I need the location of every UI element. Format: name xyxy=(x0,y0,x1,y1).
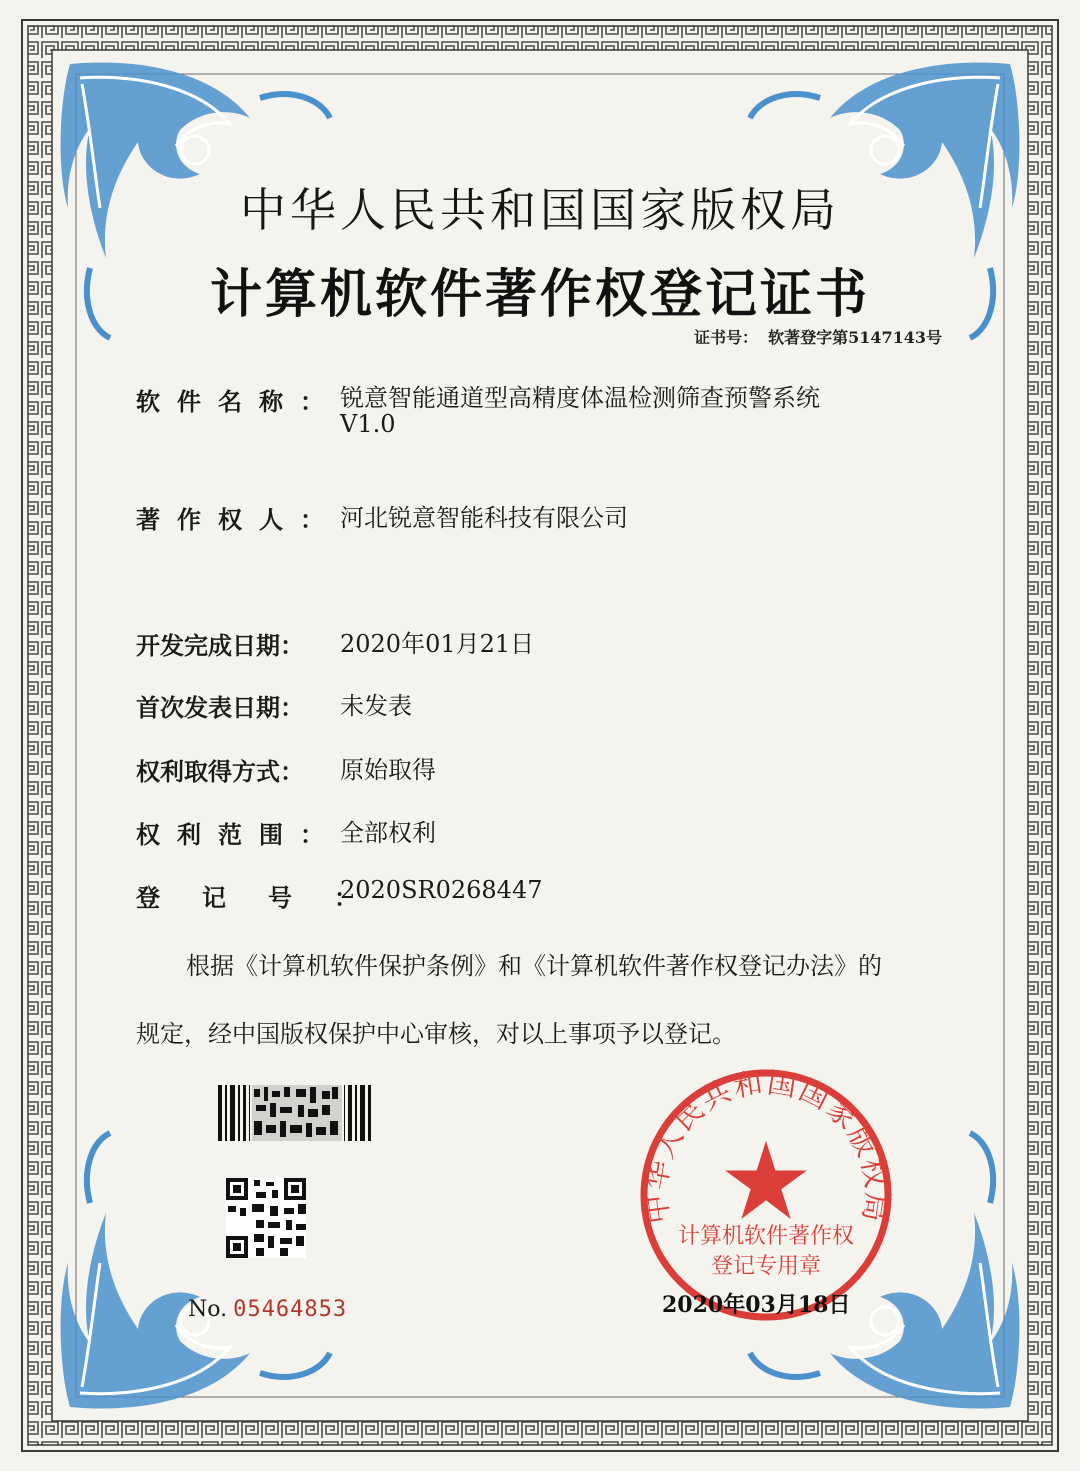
official-seal xyxy=(638,1065,894,1317)
field-value-copyright-owner: 河北锐意智能科技有限公司 xyxy=(340,504,628,532)
field-label-acquisition-method: 权利取得方式： xyxy=(136,757,304,786)
field-label-rights-scope: 权利范围： xyxy=(136,820,341,849)
seal-inner-line-2: 登记专用章 xyxy=(710,1254,822,1279)
corner-ornament-bottom-left xyxy=(61,1133,330,1409)
field-label-software-name: 软件名称： xyxy=(136,387,341,416)
field-label-first-publication-date: 首次发表日期： xyxy=(136,693,304,722)
certificate-title: 计算机软件著作权登记证书 xyxy=(209,264,870,325)
field-value-first-publication-date: 未发表 xyxy=(340,692,412,720)
field-value-acquisition-method: 原始取得 xyxy=(340,756,436,784)
field-value-completion-date: 2020年01月21日 xyxy=(340,630,535,658)
seal-outer-text: 中华人民共和国国家版权局 xyxy=(638,1065,894,1226)
serial-number-label: No. xyxy=(188,1297,228,1322)
field-value-registration-number: 2020SR0268447 xyxy=(340,876,543,904)
issuing-authority: 中华人民共和国国家版权局 xyxy=(240,183,840,237)
serial-number-value: 05464853 xyxy=(233,1297,348,1322)
field-label-registration-number: 登记号： xyxy=(136,883,400,912)
field-value-software-version: V1.0 xyxy=(340,410,396,438)
statement-line-1: 根据《计算机软件保护条例》和《计算机软件著作权登记办法》的 xyxy=(186,952,882,980)
certificate-number xyxy=(694,325,942,348)
serial-number xyxy=(188,1297,347,1322)
field-label-completion-date: 开发完成日期： xyxy=(136,631,304,660)
certificate-number-label: 证书号： xyxy=(694,328,759,347)
statement-line-2: 规定，经中国版权保护中心审核，对以上事项予以登记。 xyxy=(136,1020,736,1048)
field-value-software-name: 锐意智能通道型高精度体温检测筛查预警系统 xyxy=(340,384,820,412)
field-value-rights-scope: 全部权利 xyxy=(340,819,436,847)
field-label-copyright-owner: 著作权人： xyxy=(136,505,341,534)
certificate-number-value: 软著登字第5147143号 xyxy=(768,328,942,347)
seal-inner-line-1: 计算机软件著作权 xyxy=(677,1224,855,1249)
qr-code xyxy=(226,1178,306,1258)
barcode xyxy=(218,1085,371,1141)
seal-star-icon xyxy=(725,1141,807,1219)
issue-date: 2020年03月18日 xyxy=(662,1292,851,1318)
